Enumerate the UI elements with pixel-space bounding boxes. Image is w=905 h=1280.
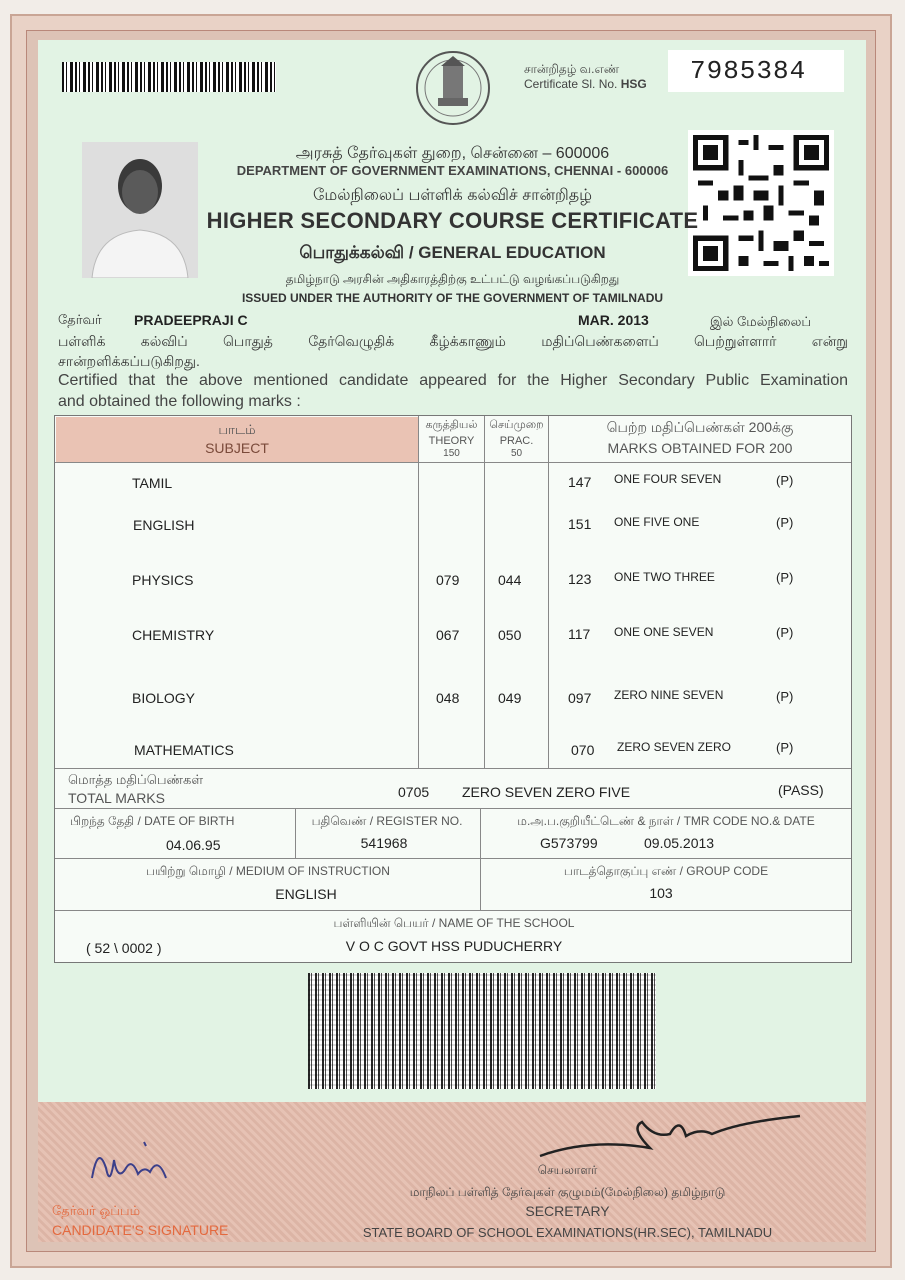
certify-text-en-1: Certified that the above mentioned candidate appeared for the Higher Secondary Public Examination [58,372,848,389]
theory-max: 150 [443,448,460,459]
row-words: ONE ONE SEVEN [614,625,714,639]
row-total: 147 [568,474,592,490]
row-subject: CHEMISTRY [132,627,215,643]
subject-header-ta: பாடம் [218,422,256,437]
candidate-name: PRADEEPRAJI C [134,312,248,328]
row-prac: 049 [498,690,522,706]
register-number: 541968 [360,835,408,851]
dob-label: பிறந்த தேதி / DATE OF BIRTH [70,814,235,828]
cert-no-label-en: Certificate Sl. No. HSG [524,77,647,91]
authority-ta: தமிழ்நாடு அரசின் அதிகாரத்திற்கு உட்பட்டு வழங்கப்படுகிறது [285,272,620,286]
tmr-date: 09.05.2013 [644,835,715,851]
row-result: (P) [776,570,794,585]
row-total: 123 [568,571,592,587]
candidate-signature-label-en: CANDIDATE'S SIGNATURE [52,1222,229,1238]
exam-month: MAR. 2013 [578,312,649,328]
candidate-label-ta: தேர்வர் [58,312,102,327]
row-subject: MATHEMATICS [134,742,234,758]
total-label-ta: மொத்த மதிப்பெண்கள் [68,772,204,787]
row-total: 097 [568,690,592,706]
tmr-label: ம.அ.ப.குறியீட்டெண் & நாள் / TMR CODE NO.& DATE [517,814,815,828]
row-subject: ENGLISH [133,517,195,533]
total-result: (PASS) [778,782,824,798]
register-label: பதிவெண் / REGISTER NO. [311,814,463,828]
marks-table [54,415,852,963]
row-result: (P) [776,473,794,488]
secretary-label-en: SECRETARY [525,1203,610,1219]
row-result: (P) [776,625,794,640]
certify-text-ta-1: பள்ளிக் கல்விப் பொதுத் தேர்வெழுதிக் கீழ்க்காணும் மதிப்பெண்களைப் பெற்றுள்ளார் என்று [58,333,848,349]
row-words: ONE FIVE ONE [614,515,700,529]
medium-of-instruction: ENGLISH [275,886,337,902]
cert-title-en: HIGHER SECONDARY COURSE CERTIFICATE [206,208,699,233]
medium-label: பயிற்று மொழி / MEDIUM OF INSTRUCTION [146,864,390,878]
prac-header-en: PRAC. [499,435,534,447]
row-words: ONE FOUR SEVEN [614,472,722,486]
date-of-birth: 04.06.95 [166,837,221,853]
dept-title-en: DEPARTMENT OF GOVERNMENT EXAMINATIONS, CHENNAI - 600006 [236,163,669,178]
secretary-label-ta: செயலாளர் [537,1163,598,1177]
top-barcode [62,62,276,92]
row-theory: 079 [436,572,460,588]
total-marks: 0705 [398,784,430,800]
group-label: பாடத்தொகுப்பு எண் / GROUP CODE [563,864,769,878]
marks-header-en: MARKS OBTAINED FOR 200 [607,440,793,456]
total-marks-words: ZERO SEVEN ZERO FIVE [462,784,631,800]
prac-max: 50 [510,448,523,459]
row-prac: 050 [498,627,522,643]
cert-no-prefix: HSG [620,77,647,91]
cert-no-label-ta: சான்றிதழ் வ.எண் [524,62,620,76]
row-result: (P) [776,740,794,755]
secretary-signature [530,1108,810,1168]
row-result: (P) [776,689,794,704]
education-type: பொதுக்கல்வி / GENERAL EDUCATION [299,243,606,262]
row-total: 117 [568,626,591,642]
school-label: பள்ளியின் பெயர் / NAME OF THE SCHOOL [333,916,575,930]
prac-header-ta: செய்முறை [489,419,544,431]
candidate-label-ta2: இல் மேல்நிலைப் [710,314,812,329]
row-words: ZERO SEVEN ZERO [617,740,732,754]
dept-title-ta: அரசுத் தேர்வுகள் துறை, சென்னை – 600006 [295,145,610,162]
row-total: 151 [568,516,592,532]
theory-header-en: THEORY [428,435,475,447]
authority-en: ISSUED UNDER THE AUTHORITY OF THE GOVERNMENT OF TAMILNADU [241,291,664,305]
row-subject: PHYSICS [132,572,194,588]
row-subject: BIOLOGY [132,690,196,706]
certify-text-ta-2: சான்றளிக்கப்படுகிறது. [58,353,200,369]
marks-header-ta: பெற்ற மதிப்பெண்கள் 200க்கு [606,419,794,435]
theory-header-ta: கருத்தியல் [425,419,478,431]
subject-header-en: SUBJECT [205,440,269,456]
row-total: 070 [571,742,595,758]
row-theory: 048 [436,690,460,706]
school-code: ( 52 \ 0002 ) [86,940,162,956]
tamilnadu-emblem-icon [414,48,492,136]
cert-title-ta: மேல்நிலைப் பள்ளிக் கல்விச் சான்றிதழ் [312,187,593,204]
bottom-2d-barcode [308,973,656,1089]
board-name-en: STATE BOARD OF SCHOOL EXAMINATIONS(HR.SEC), TAMILNADU [362,1225,773,1240]
row-words: ZERO NINE SEVEN [614,688,724,702]
certificate-number: 7985384 [690,56,807,86]
total-label-en: TOTAL MARKS [68,790,165,806]
tmr-code: G573799 [540,835,598,851]
school-name: V O C GOVT HSS PUDUCHERRY [345,938,563,954]
row-theory: 067 [436,627,460,643]
row-words: ONE TWO THREE [614,570,715,584]
group-code: 103 [649,885,673,901]
board-name-ta: மாநிலப் பள்ளித் தேர்வுகள் குழுமம்(மேல்நிலை) தமிழ்நாடு [409,1185,726,1199]
certify-text-en-2: and obtained the following marks : [58,393,301,410]
row-prac: 044 [498,572,522,588]
row-result: (P) [776,515,794,530]
candidate-signature-label-ta: தேர்வர் ஒப்பம் [52,1203,141,1218]
row-subject: TAMIL [132,475,173,491]
